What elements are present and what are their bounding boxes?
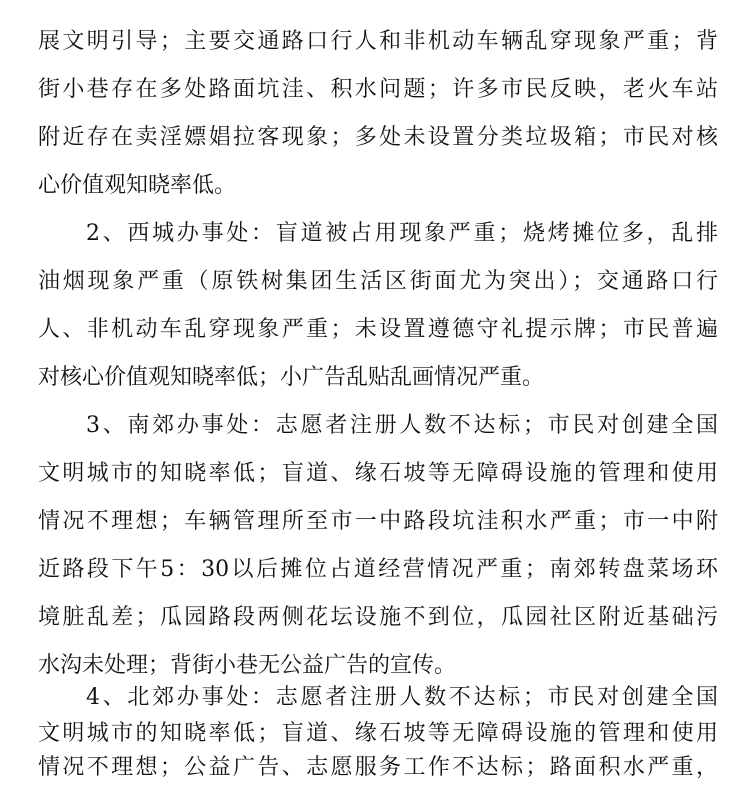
text-line: 文明城市的知晓率低；盲道、缘石坡等无障碍设施的管理和使用 (38, 721, 718, 746)
text-line: 情况不理想；公益广告、志愿服务工作不达标；路面积水严重， (38, 755, 718, 780)
text-line: 街小巷存在多处路面坑洼、积水问题；许多市民反映，老火车站 (38, 77, 718, 102)
text-line: 附近存在卖淫嫖娼拉客现象；多处未设置分类垃圾箱；市民对核 (38, 125, 718, 150)
text-line: 文明城市的知晓率低；盲道、缘石坡等无障碍设施的管理和使用 (38, 461, 718, 486)
text-line: 油烟现象严重（原铁树集团生活区街面尤为突出）；交通路口行 (38, 269, 718, 294)
text-line: 展文明引导；主要交通路口行人和非机动车辆乱穿现象严重；背 (38, 29, 718, 54)
text-line: 境脏乱差；瓜园路段两侧花坛设施不到位，瓜园社区附近基础污 (38, 605, 718, 630)
text-line: 近路段下午5：30以后摊位占道经营情况严重；南郊转盘菜场环 (38, 557, 718, 582)
text-line: 对核心价值观知晓率低；小广告乱贴乱画情况严重。 (38, 365, 545, 390)
text-line: 心价值观知晓率低。 (38, 173, 237, 198)
text-line: 4、北郊办事处：志愿者注册人数不达标；市民对创建全国 (86, 685, 718, 710)
text-line: 情况不理想；车辆管理所至市一中路段坑洼积水严重；市一中附 (38, 509, 718, 534)
text-line: 人、非机动车乱穿现象严重；未设置遵德守礼提示牌；市民普遍 (38, 317, 718, 342)
text-line: 3、南郊办事处：志愿者注册人数不达标；市民对创建全国 (86, 413, 718, 438)
text-line: 水沟未处理；背街小巷无公益广告的宣传。 (38, 653, 457, 678)
text-line: 2、西城办事处：盲道被占用现象严重；烧烤摊位多，乱排 (86, 221, 718, 246)
